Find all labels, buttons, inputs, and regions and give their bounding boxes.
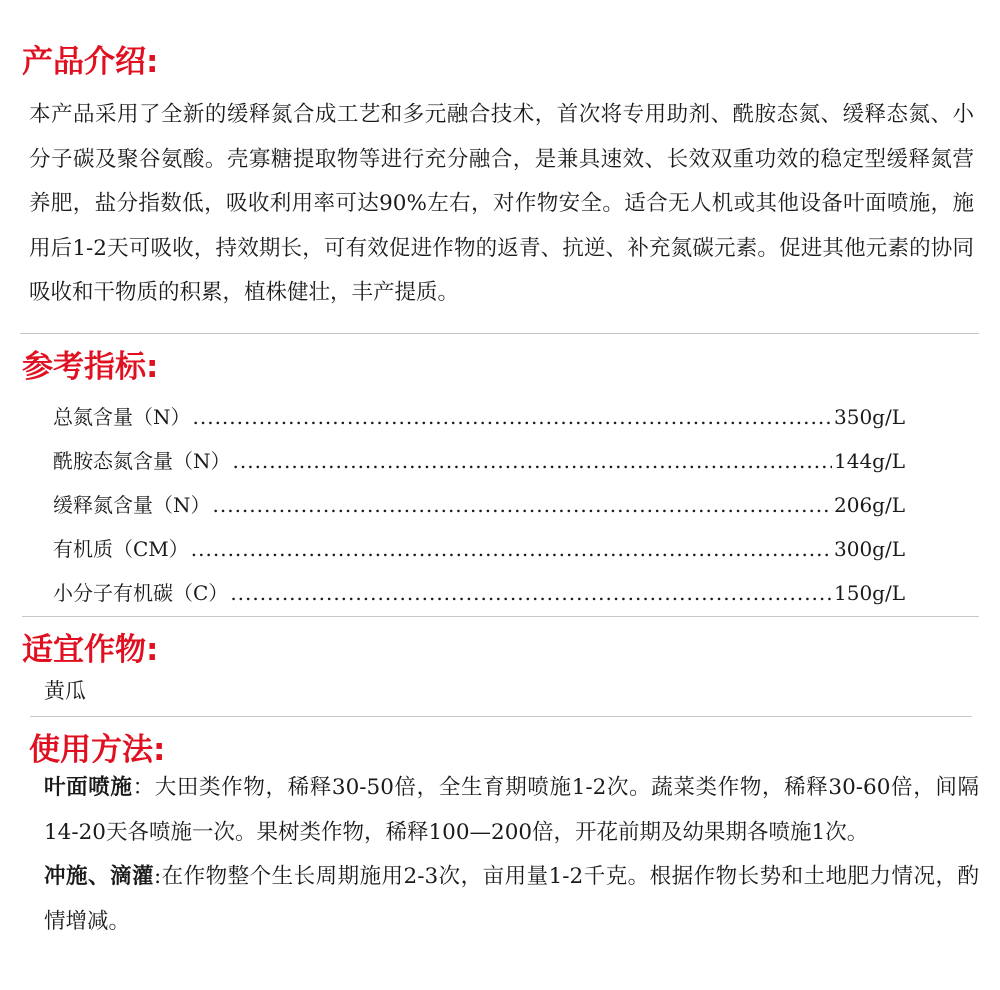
spec-row — [53, 532, 905, 576]
intro-paragraph: 本产品采用了全新的缓释氮合成工艺和多元融合技术，首次将专用助剂、酰胺态氮、缓释态氮、小分子碳及聚谷氨酸。壳寡糖提取物等进行充分融合，是兼具速效、长效双重功效的稳定型缓释氮营养肥，盐分指数低，吸收利用率可达90%左右，对作物安全。适合无人机或其他设备叶面喷施，施用后1-2天可吸收，持效期长，可有效促进作物的返青、抗逆、补充氮碳元素。促进其他元素的协同吸收和干物质的积累，植株健壮，丰产提质。 — [29, 102, 974, 305]
dot-leader — [193, 400, 833, 434]
usage-label: 叶面喷施 — [44, 775, 133, 800]
spec-name: 缓释氮含量（N） — [53, 493, 211, 517]
section-divider — [20, 333, 979, 334]
spec-row — [53, 488, 905, 532]
spec-value: 300g/L — [834, 537, 905, 561]
section-divider — [22, 616, 979, 617]
usage-text: ：大田类作物，稀释30-50倍，全生育期喷施1-2次。蔬菜类作物，稀释30-60倍，间隔14-20天各喷施一次。果树类作物，稀释100—200倍，开花前期及幼果期各喷施1次。 — [44, 775, 979, 845]
spec-row — [53, 576, 905, 620]
spec-name: 总氮含量（N） — [53, 405, 191, 429]
specs-heading: 参考指标: — [22, 349, 159, 385]
usage-block — [44, 766, 979, 944]
spec-name: 酰胺态氮含量（N） — [53, 449, 231, 473]
spec-row — [53, 444, 905, 488]
spec-row — [53, 400, 905, 444]
crop-name: 黄瓜 — [44, 679, 86, 703]
usage-text: :在作物整个生长周期施用2-3次，亩用量1-2千克。根据作物长势和土地肥力情况，酌情增减。 — [44, 864, 979, 934]
usage-paragraph — [44, 766, 979, 855]
spec-value: 144g/L — [834, 449, 905, 473]
usage-label: 冲施、滴灌 — [44, 864, 154, 889]
spec-value: 206g/L — [834, 493, 905, 517]
section-divider — [30, 716, 972, 717]
usage-paragraph — [44, 855, 979, 944]
dot-leader — [230, 576, 832, 610]
spec-name: 小分子有机碳（C） — [53, 581, 229, 605]
spec-value: 350g/L — [834, 405, 905, 429]
dot-leader — [191, 532, 832, 566]
crops-heading: 适宜作物: — [22, 632, 159, 668]
spec-value: 150g/L — [834, 581, 905, 605]
intro-heading: 产品介绍: — [22, 44, 159, 80]
dot-leader — [213, 488, 833, 522]
dot-leader — [233, 444, 833, 478]
usage-heading: 使用方法: — [29, 732, 166, 768]
spec-name: 有机质（CM） — [53, 537, 189, 561]
spec-list — [53, 400, 905, 620]
